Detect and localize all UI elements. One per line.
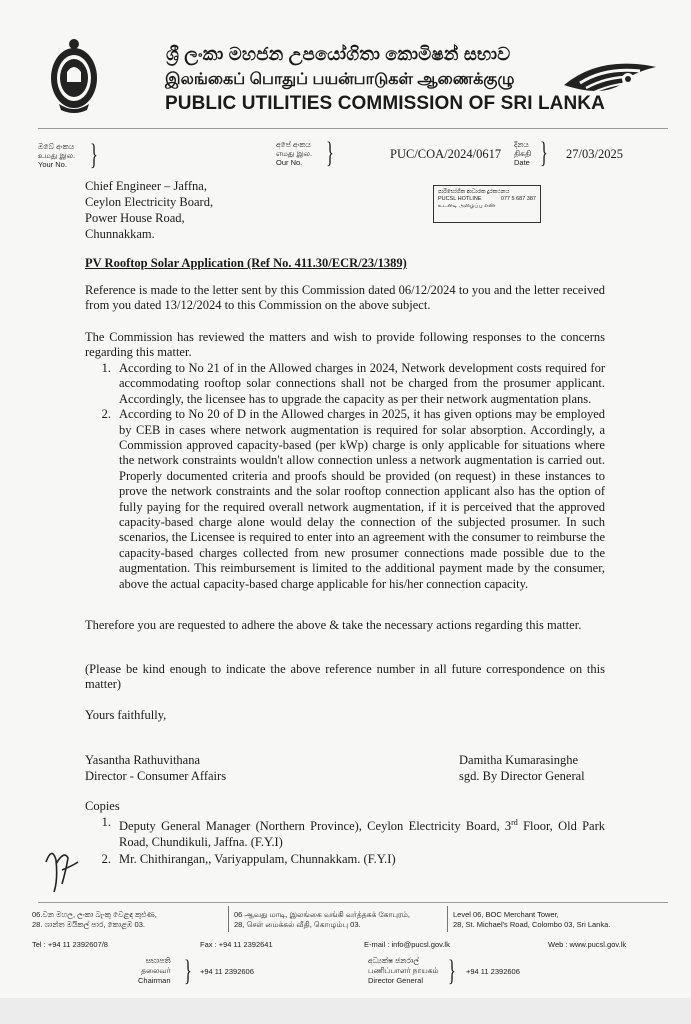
brace: } [448, 954, 456, 987]
pucsl-logo-icon [560, 55, 660, 105]
sri-lanka-emblem-icon [45, 34, 103, 116]
chairman-telephone: +94 11 2392606 [200, 967, 254, 976]
brace: } [90, 138, 98, 171]
letterhead-title-english: PUBLIC UTILITIES COMMISSION OF SRI LANKA [165, 93, 605, 114]
list-item: 2. Mr. Chithirangan,, Variyappulam, Chunnakkam. (F.Y.I) [101, 851, 396, 866]
footer-separator [228, 906, 229, 932]
your-no-label: ඔබේ අංකය உமது இல. Your No. [38, 142, 76, 169]
our-no-label: අපේ අංකය எமது இல. Our No. [276, 140, 313, 167]
brace: } [540, 136, 548, 169]
copies-heading: Copies [85, 799, 120, 813]
director-general-telephone: +94 11 2392606 [466, 967, 520, 976]
header-divider [38, 128, 668, 129]
page-bottom-margin [0, 998, 691, 1024]
date-label: දිනය திகதி Date [514, 140, 532, 167]
footer-fax: Fax : +94 11 2392641 [200, 940, 273, 949]
paragraph-reference: Reference is made to the letter sent by this Commission dated 06/12/2024 to you and the letter received from you dated 13/12/2024 to this Commission on the above subject. [85, 283, 605, 313]
letter-date: 27/03/2025 [566, 147, 623, 161]
footer-email: E-mail : info@pucsl.gov.lk [364, 940, 450, 949]
signature-right: Damitha Kumarasinghe sgd. By Director General [459, 753, 585, 783]
paragraph-review: The Commission has reviewed the matters and wish to provide following responses to the concerns regarding this matter. [85, 330, 605, 360]
director-general-label: අධ්‍යක්ෂ ජනරාල් பணிப்பாளர் நாயகம் Director General [368, 956, 439, 985]
response-list [85, 361, 605, 592]
our-reference-number: PUC/COA/2024/0617 [390, 147, 502, 161]
footer-divider [38, 902, 668, 903]
footer-telephone: Tel : +94 11 2392607/8 [32, 940, 108, 949]
handwritten-initials-icon [42, 840, 82, 896]
footer-address-english: Level 06, BOC Merchant Tower, 28, St. Michael's Road, Colombo 03, Sri Lanka. [453, 910, 611, 929]
signature-left: Yasantha Rathuvithana Director - Consumer Affairs [85, 753, 227, 783]
letterhead-title-tamil: இலங்கைப் பொதுப் பயன்பாடுகள் ஆணைக்குழு [165, 71, 515, 88]
footer-separator [447, 906, 448, 932]
letterhead-title-sinhala: ශ්‍රී ලංකා මහජන උපයෝගිතා කොමිෂන් සභාව [166, 44, 511, 64]
copies-list [85, 815, 605, 867]
footer-address-tamil: 06 ஆவது மாடி, இலங்கை வங்கி வர்த்தகக் கோபுரம், 28, செள் மைக்கல் வீதி, கொழும்பு 03. [234, 910, 410, 929]
chairman-label: සභාපති தலைவர் Chairman [138, 956, 171, 985]
brace: } [184, 954, 192, 987]
letter-subject: PV Rooftop Solar Application (Ref No. 411.30/ECR/23/1389) [85, 256, 407, 270]
brace: } [326, 136, 334, 169]
footer-website: Web : www.pucsl.gov.lk [548, 940, 627, 949]
hotline-stamp: පාරිභෝගික ආධාරක දුරකථනය PUCSL HOTLINE 077 5 687 387 உடனடி அழைப்பு எண் [433, 185, 541, 223]
list-item: 1. According to No 21 of in the Allowed charges in 2024, Network development costs required for accommodating rooftop solar connections shall not be charged from the prosumer applicant. Accordingly, the licensee has to upgrade the capacity as per their network augmentation plans. [101, 361, 605, 406]
paragraph-request: Therefore you are requested to adhere the above & take the necessary actions regarding this matter. [85, 618, 582, 632]
footer-address-sinhala: 06.වන මහල, ලංකා බැංකු වෙළඳ කුළුණ, 28. ශාන්ත මයිකල් පාර, කොළඹ 03. [32, 910, 157, 929]
recipient-address: Chief Engineer – Jaffna, Ceylon Electricity Board, Power House Road, Chunnakkam. [85, 179, 214, 241]
list-item: 2. According to No 20 of D in the Allowed charges in 2025, it has given options may be employed by CEB in cases where network augmentation is required for solar absorption. Accordingly, a Commission approved capacity-based (per kWp) charge is only applicable for situations where the network constraints wouldn't allow connection unless a network augmentation is carried out. Properly documented criteria and proofs should be provided (on request) in these instances to prove the network constraints and the solar rooftop connection applicant also has the option of fully paying for the required overall network augmentation, if it is perceived that the approved capacity-based charge alone would delay the connection of the subjected prosumer. In such scenarios, the Licensee is required to enter into an agreement with the consumer to reimburse the capacity-based charges collected from new prosumer connections made possible due to the augmentation. This reimbursement is limited to the additional payment made by the consumer, above the actual capacity-based charge applicable for his/her connection capacity. [101, 407, 605, 591]
list-item: 1. Deputy General Manager (Northern Province), Ceylon Electricity Board, 3rd Floor, Old Park Road, Chundikuli, Jaffna. (F.Y.I) [101, 815, 606, 849]
closing-salutation: Yours faithfully, [85, 708, 167, 722]
paragraph-reference-note: (Please be kind enough to indicate the above reference number in all future correspondence on this matter) [85, 662, 605, 692]
